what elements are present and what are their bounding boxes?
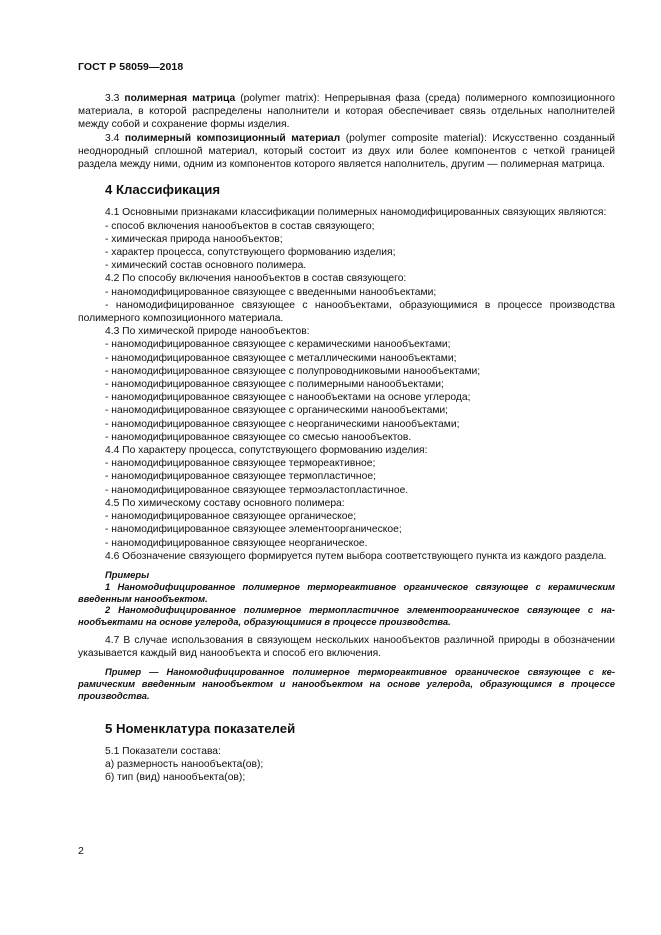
page-number: 2 [78,845,84,857]
list-item: - наномодифицированное связующее с металлическими нанообъектами; [105,352,457,364]
example-note: Пример — Наномодифицированное полимерное термореактивное органическое связующее с керамическим введенным нанообъектом и нанообъектом на основе углерода, образующимся в процессе производства. [78,666,615,701]
list-item: - наномодифицированное связующее с нанообъектами на основе углерода; [105,392,471,404]
standard-header: ГОСТ Р 58059—2018 [78,61,184,73]
list-item: - химическая природа нанообъектов; [105,233,283,245]
list-item: - химический состав основного полимера. [105,260,307,272]
example-2: 2 Наномодифицированное полимерное термопластичное элементоорганическое связующее с нанообъектами на основе углерода, образующимися в процессе производства. [78,604,615,628]
list-item: - наномодифицированное связующее элементоорганическое; [105,524,402,536]
list-item: б) тип (вид) нанообъекта(ов); [105,772,246,784]
clause-4-5: 4.5 По химическому составу основного полимера: [105,497,345,509]
list-item: - характер процесса, сопутствующего формованию изделия; [105,247,396,259]
example-1: 1 Наномодифицированное полимерное термореактивное органическое связующее с керамическим введенным нанообъектом. [78,580,615,604]
list-item: - наномодифицированное связующее с органическими нанообъектами; [105,405,449,417]
clause-4-3: 4.3 По химической природе нанообъектов: [105,326,310,338]
definition-3-4 [78,132,615,172]
definition-text: (polymer matrix): Непрерывная фаза (среда) полимерного композиционного материала, в которой распределены наполнители и которая обеспечивает связь отдельных наполнителей между собой и сохранение формы изделия. [78,93,615,131]
section-5-heading: 5 Номенклатура показателей [105,720,296,736]
definition-text: (polymer composite material): Искусственно созданный неоднородный сплошной материал, который состоит из двух или более компонентов с четкой границей раздела между ними, одним из компонентов которого является наполнитель, другим — полимерная матрица. [78,132,615,171]
list-item: - наномодифицированное связующее с полимерными нанообъектами; [105,379,444,391]
clause-number: 3.4 [105,132,120,144]
section-4-heading: 4 Классификация [105,182,221,198]
list-item: - наномодифицированное связующее со смесью нанообъектов. [105,431,412,443]
list-item: - наномодифицированное связующее органическое; [105,511,357,523]
examples-title: Примеры [105,568,150,580]
page-content [78,92,615,785]
clause-number: 3.3 [105,93,120,104]
list-item: - наномодифицированное связующее с неорганическими нанообъектами; [105,418,460,430]
term: полимерный композиционный материал [124,132,341,144]
list-item: - способ включения нанообъектов в состав связующего; [105,220,375,232]
list-item: а) размерность нанообъекта(ов); [105,759,264,771]
list-item: - наномодифицированное связующее термореактивное; [105,458,376,470]
definition-3-3 [78,92,615,132]
list-item: - наномодифицированное связующее с введенными нанообъектами; [105,286,437,298]
clause-5-1: 5.1 Показатели состава: [105,745,221,757]
term: полимерная матрица [124,93,236,104]
clause-4-7: 4.7 В случае использования в связующем нескольких нанообъектов различной природы в обозначении указывается каждый вид нанообъекта и способ его включения. [78,634,615,660]
list-item: - наномодифицированное связующее с полупроводниковыми нанообъектами; [105,365,481,377]
clause-4-6: 4.6 Обозначение связующего формируется путем выбора соответствующего пункта из каждого раздела. [105,550,607,562]
list-item: - наномодифицированное связующее с нанообъектами, образующимися в процессе производства полимерного композиционного материала. [78,299,615,325]
clause-4-2: 4.2 По способу включения нанообъектов в состав связующего: [105,273,407,285]
list-item: - наномодифицированное связующее неорганическое. [105,537,368,549]
list-item: - наномодифицированное связующее термопластичное; [105,471,376,483]
clause-4-1: 4.1 Основными признаками классификации полимерных наномодифицированных связующих являются: [105,207,607,219]
clause-4-4: 4.4 По характеру процесса, сопутствующего формованию изделия: [105,445,428,457]
list-item: - наномодифицированное связующее термоэластопластичное. [105,484,409,496]
list-item: - наномодифицированное связующее с керамическими нанообъектами; [105,339,451,351]
